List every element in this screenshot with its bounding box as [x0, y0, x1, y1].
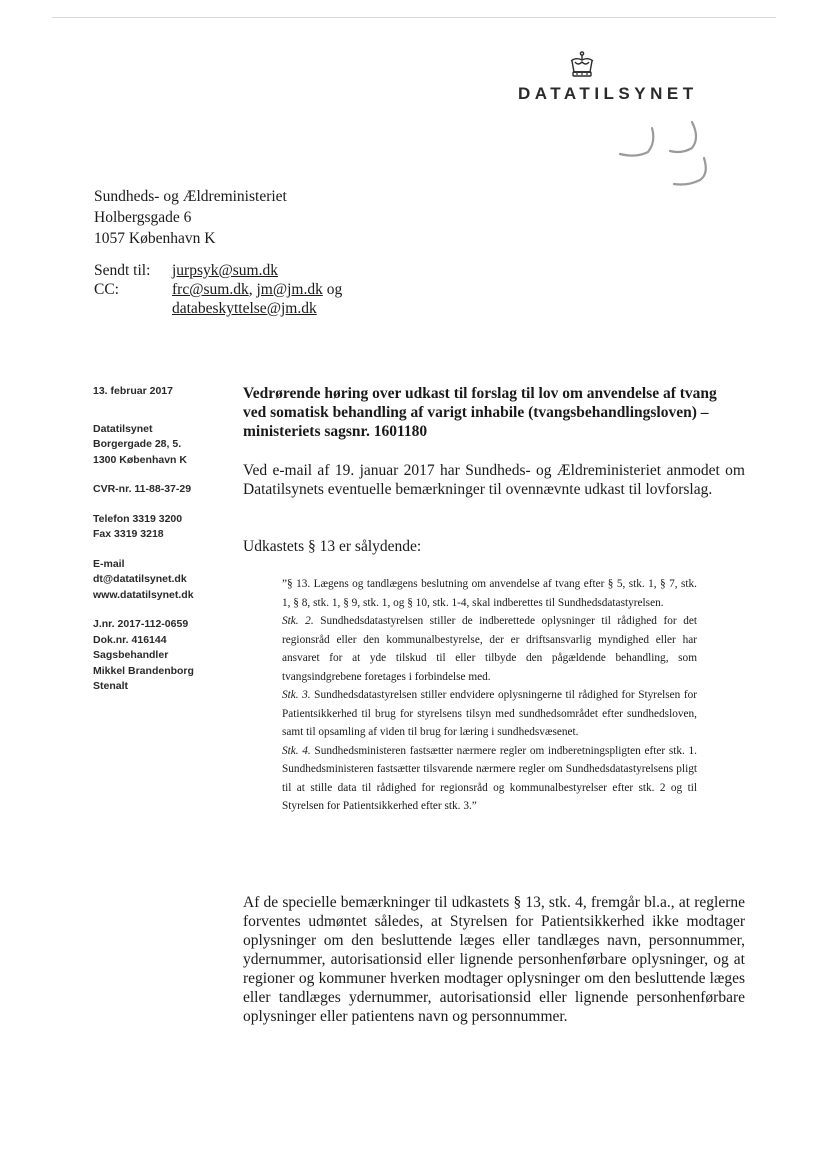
cc-email-link-1[interactable]: frc@sum.dk	[172, 281, 249, 298]
website-link[interactable]: www.datatilsynet.dk	[93, 588, 194, 601]
letter-paragraph-3: Af de specielle bemærkninger til udkastets § 13, stk. 4, fremgår bl.a., at reglerne forventes udmøntet således, at Styrelsen for Patientsikkerhed ikke modtager oplysninger om den besluttende læges eller tandlæges navn, personnummer, ydernummer, autorisationsid eller lignende personhenførbare oplysninger, og at regioner og kommuner hverken modtager oplysninger om den besluttende læges eller tandlæges ydernummer, autorisationsid eller lignende personhenførbare oplysninger eller patientens navn og personnummer.	[243, 894, 745, 1025]
quote-stk-4-label: Stk. 4.	[282, 744, 311, 757]
handwritten-initials	[612, 118, 730, 196]
sender-address-line-2: 1300 København K	[93, 453, 187, 466]
sender-sidebar	[93, 384, 233, 709]
quote-stk-3-label: Stk. 3.	[282, 689, 311, 701]
recipient-address	[94, 186, 287, 249]
quote-paragraph-2	[282, 612, 697, 686]
case-handler-name: Mikkel Brandenborg	[93, 664, 194, 677]
cc-separator: ,	[248, 281, 257, 298]
sent-to-email-link[interactable]: jurpsyk@sum.dk	[172, 262, 278, 279]
cvr-number: CVR-nr. 11-88-37-29	[93, 483, 192, 495]
case-handler-name-cont: Stenalt	[93, 680, 129, 692]
recipient-name: Sundheds- og Ældreministeriet	[94, 188, 287, 205]
quote-stk-4-text: Sundhedsministeren fastsætter nærmere regler om indberetningspligten efter stk. 1. Sundhedsministeren fastsætter tilsvarende nærmere regler om Sundhedsdatastyrelsens pligt til at stille data til rådighed for regionsråd og kommunalbestyrelser efter stk. 2 og til Styrelsen for Patientsikkerhed efter stk. 3.”	[282, 744, 697, 812]
cc-email-link-2[interactable]: jm@jm.dk	[256, 281, 323, 298]
quote-stk-3-text: Sundhedsdatastyrelsen stiller endvidere oplysningerne til rådighed for Styrelsen for Patientsikkerhed til brug for styrelsens tilsyn med sundhedsområdet efter sundhedsloven, samt til opsamling af viden til brug for læring i sundhedsvæsenet.	[282, 689, 697, 738]
letter-paragraph-1: Ved e-mail af 19. januar 2017 har Sundheds- og Ældreministeriet anmodet om Datatilsynets eventuelle bemærkninger til ovennævnte udkast til lovforslag.	[243, 462, 745, 498]
journal-number: J.nr. 2017-112-0659	[93, 618, 189, 630]
cc-label: CC:	[94, 281, 119, 298]
top-divider	[52, 17, 776, 18]
case-handler-label: Sagsbehandler	[93, 649, 169, 661]
letter-paragraph-2: Udkastets § 13 er sålydende:	[243, 538, 422, 555]
crown-icon	[567, 50, 597, 80]
recipient-city: 1057 København K	[94, 230, 216, 247]
cc-and: og	[322, 281, 343, 298]
fax-number: Fax 3319 3218	[93, 528, 164, 540]
recipient-street: Holbergsgade 6	[94, 209, 192, 226]
quote-stk-2-label: Stk. 2.	[282, 615, 314, 627]
sent-to-label: Sendt til:	[94, 262, 151, 279]
letter-subject: Vedrørende høring over udkast til forslag til lov om anvendelse af tvang ved somatisk behandling af varigt inhabile (tvangsbehandlingsloven) – ministeriets sagsnr. 1601180	[243, 385, 717, 440]
quote-paragraph-3	[282, 686, 697, 742]
brand-wordmark: DATATILSYNET	[518, 84, 698, 103]
datatilsynet-logo	[515, 50, 735, 110]
quote-paragraph-4	[282, 742, 697, 816]
document-number: Dok.nr. 416144	[93, 633, 167, 646]
quoted-section-13	[282, 575, 697, 816]
phone-number: Telefon 3319 3200	[93, 512, 183, 525]
quote-paragraph-1: ”§ 13. Lægens og tandlægens beslutning om anvendelse af tvang efter § 5, stk. 1, § 7, stk. 1, § 8, stk. 1, § 9, stk. 1, og § 10, stk. 1-4, skal indberettes til Sundhedsdatastyrelsen.	[282, 578, 697, 609]
sender-org: Datatilsynet	[93, 422, 153, 435]
letter-date: 13. februar 2017	[93, 385, 173, 397]
quote-stk-2-text: Sundhedsdatastyrelsen stiller de indberettede oplysninger til rådighed for det regionsråd eller den kommunalbestyrelse, der er driftsansvarlig myndighed eller har ansvaret for at yde tilskud til eller tilbyde den pågældende behandling, som tvangsindgrebene foretages i forbindelse med.	[282, 615, 697, 683]
cc-email-link-3[interactable]: databeskyttelse@jm.dk	[172, 300, 317, 317]
email-label: E-mail	[93, 557, 125, 570]
sender-email-link[interactable]: dt@datatilsynet.dk	[93, 573, 187, 585]
recipients-block	[94, 261, 342, 318]
sender-address-line-1: Borgergade 28, 5.	[93, 438, 182, 450]
